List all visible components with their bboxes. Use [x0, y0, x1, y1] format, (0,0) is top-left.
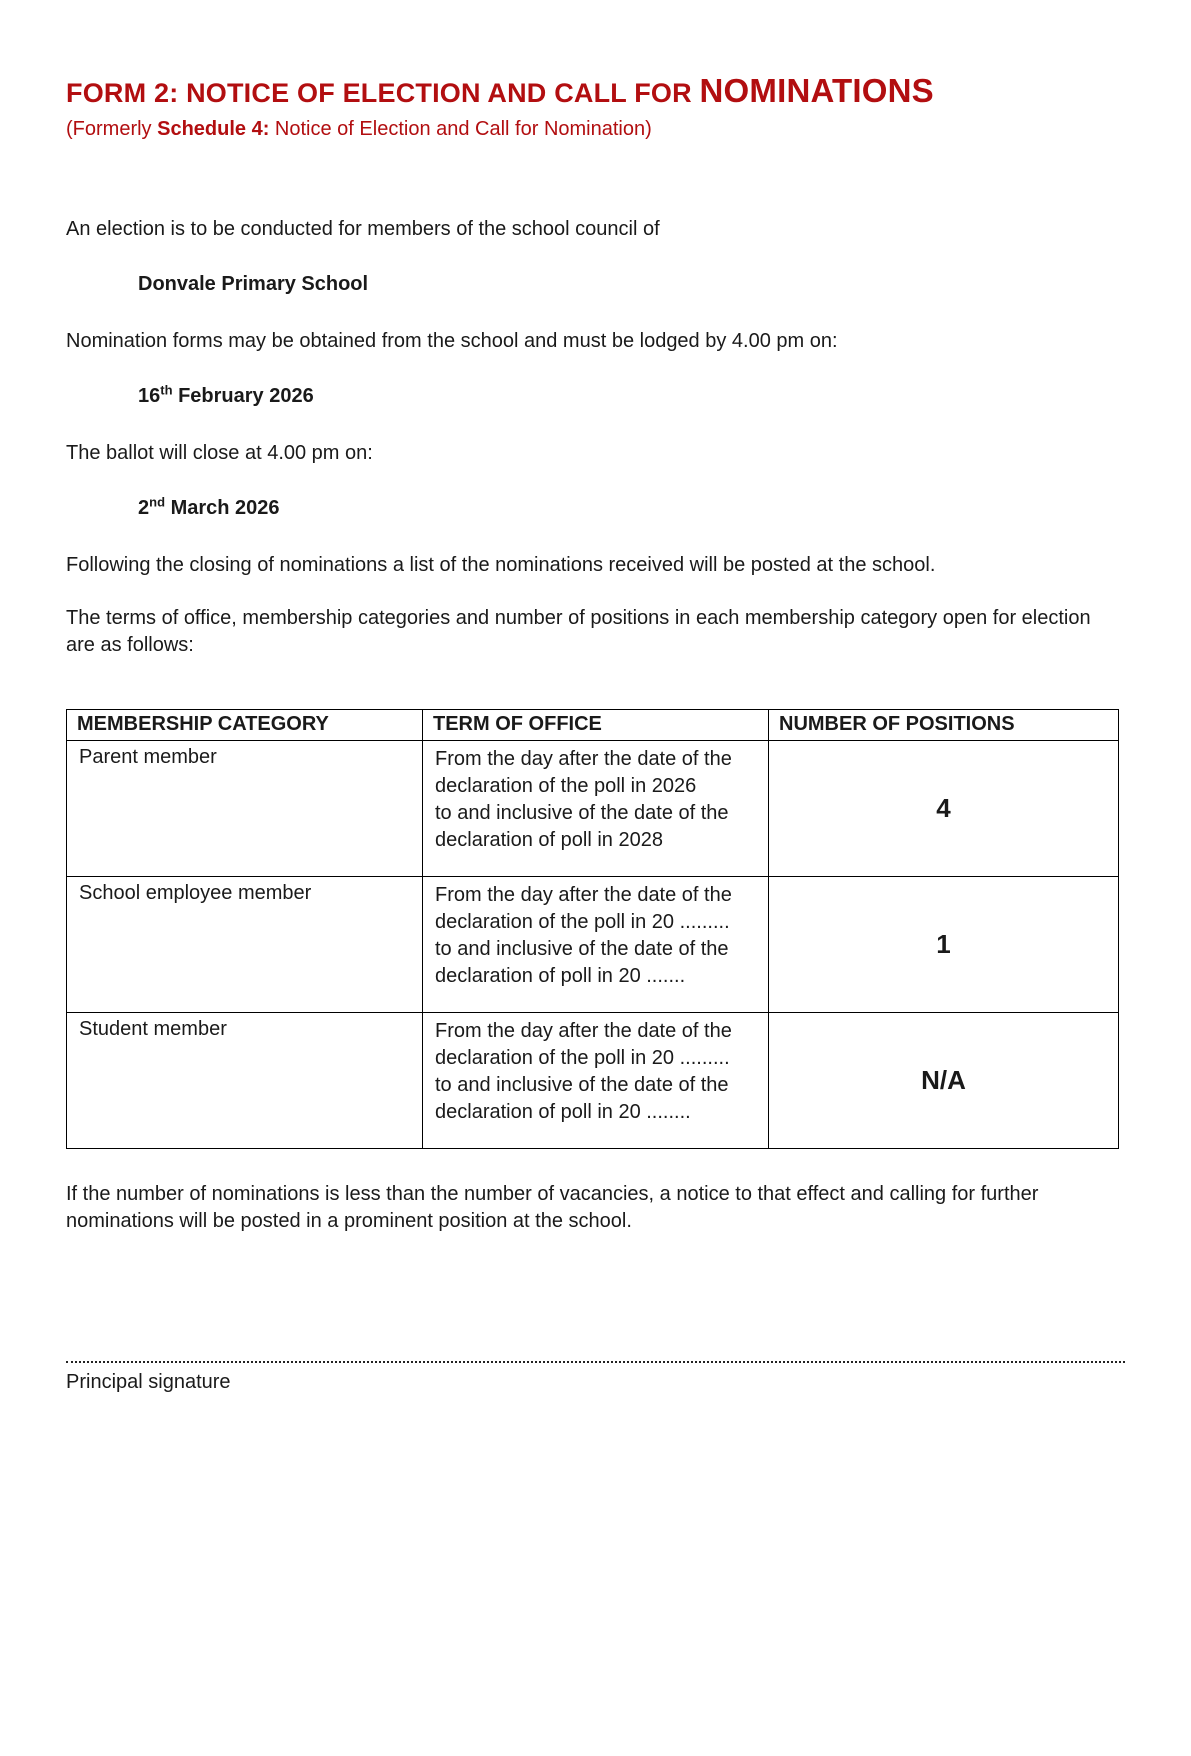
term-line: From the day after the date of the — [435, 747, 732, 770]
term-cell — [423, 740, 769, 876]
term-line: declaration of poll in 2028 — [435, 828, 663, 851]
deadline-ordinal: th — [160, 382, 173, 398]
header-term-of-office: TERM OF OFFICE — [423, 709, 769, 740]
table-header-row — [67, 709, 1119, 740]
table-row-parent-member — [67, 740, 1119, 876]
term-line: From the day after the date of the — [435, 883, 732, 906]
deadline-month-year: February 2026 — [172, 384, 314, 407]
page-subtitle — [66, 116, 1125, 142]
membership-table — [66, 709, 1119, 1149]
positions-cell: 4 — [769, 740, 1119, 876]
term-line: to and inclusive of the date of the — [435, 801, 729, 824]
term-line: From the day after the date of the — [435, 1019, 732, 1042]
nomination-deadline-date — [66, 383, 1125, 410]
terms-paragraph: The terms of office, membership categories and number of positions in each membership category open for election are as follows: — [66, 606, 1091, 656]
table-row-student-member — [67, 1012, 1119, 1148]
ballot-day: 2 — [138, 496, 150, 519]
signature-dotted-line — [66, 1361, 1125, 1363]
term-line: declaration of the poll in 20 ......... — [435, 1046, 730, 1069]
document-page — [0, 72, 1191, 1756]
page-title — [66, 72, 1125, 110]
ballot-month-year: March 2026 — [165, 496, 280, 519]
term-line: to and inclusive of the date of the — [435, 937, 729, 960]
intro-paragraph: An election is to be conducted for members of the school council of — [66, 217, 660, 240]
positions-cell: 1 — [769, 876, 1119, 1012]
term-line: declaration of the poll in 2026 — [435, 774, 697, 797]
header-membership-category: MEMBERSHIP CATEGORY — [67, 709, 423, 740]
ballot-close-date — [66, 495, 1125, 522]
table-row-school-employee-member — [67, 876, 1119, 1012]
ballot-ordinal: nd — [149, 494, 166, 510]
category-cell: School employee member — [67, 876, 423, 1012]
term-cell — [423, 1012, 769, 1148]
page-title-main: FORM 2: NOTICE OF ELECTION AND CALL FOR — [66, 78, 700, 108]
school-name: Donvale Primary School — [138, 272, 369, 295]
principal-signature-label: Principal signature — [66, 1370, 231, 1393]
category-cell: Parent member — [67, 740, 423, 876]
subtitle-prefix: (Formerly — [66, 117, 158, 140]
positions-cell: N/A — [769, 1012, 1119, 1148]
header-number-of-positions: NUMBER OF POSITIONS — [769, 709, 1119, 740]
term-line: declaration of the poll in 20 ......... — [435, 910, 730, 933]
posting-paragraph: Following the closing of nominations a list of the nominations received will be posted at the school. — [66, 553, 936, 576]
deadline-day: 16 — [138, 384, 161, 407]
ballot-paragraph: The ballot will close at 4.00 pm on: — [66, 441, 373, 464]
subtitle-suffix: Notice of Election and Call for Nomination) — [269, 117, 652, 140]
page-title-emphasis: NOMINATIONS — [699, 72, 934, 109]
term-line: declaration of poll in 20 ........ — [435, 1100, 691, 1123]
term-cell — [423, 876, 769, 1012]
subtitle-former-schedule: Schedule 4: — [157, 117, 270, 140]
nomination-paragraph: Nomination forms may be obtained from the school and must be lodged by 4.00 pm on: — [66, 329, 838, 352]
further-nominations-paragraph: If the number of nominations is less than the number of vacancies, a notice to that effect and calling for further nominations will be posted in a prominent position at the school. — [66, 1182, 1039, 1232]
term-line: to and inclusive of the date of the — [435, 1073, 729, 1096]
term-line: declaration of poll in 20 ....... — [435, 964, 686, 987]
category-cell: Student member — [67, 1012, 423, 1148]
